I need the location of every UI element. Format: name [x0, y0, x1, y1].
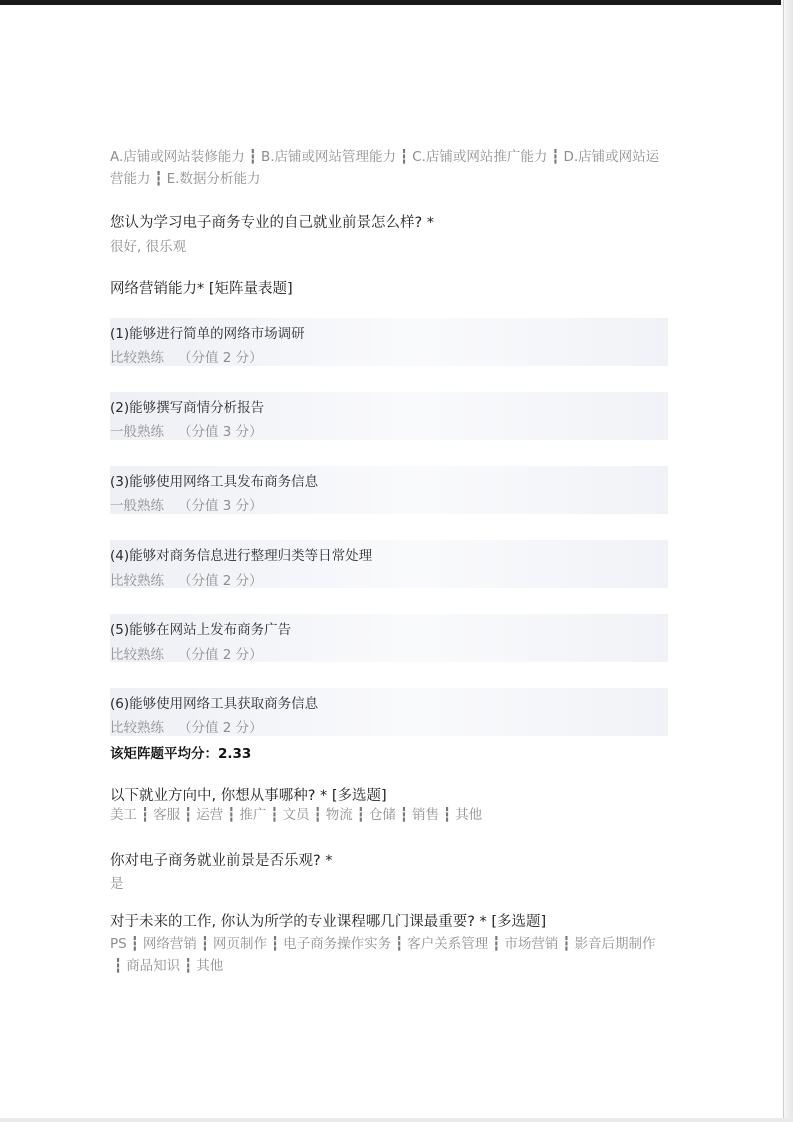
matrix-item-answer: 比较熟练 （分值 2 分）	[110, 350, 263, 366]
option-separator: ┇	[400, 149, 409, 165]
scan-edge-right-line	[783, 0, 784, 1122]
q3-option: 运营	[196, 807, 224, 823]
q3-question: 以下就业方向中, 你想从事哪种? * [多选题]	[110, 788, 387, 804]
q5-question: 对于未来的工作, 你认为所学的专业课程哪几门课最重要? * [多选题]	[110, 914, 547, 930]
option-separator: ┇	[184, 807, 193, 823]
q3-option: 客服	[153, 807, 181, 823]
q5-option: 商品知识	[126, 958, 181, 974]
q5-option: 网络营销	[142, 936, 197, 952]
q5-option: 电子商务操作实务	[283, 936, 392, 952]
q5-option: 影音后期制作	[574, 936, 656, 952]
option-separator: ┇	[141, 807, 150, 823]
matrix-item-answer: 一般熟练 （分值 3 分）	[110, 424, 263, 440]
matrix-item-answer: 比较熟练 （分值 2 分）	[110, 720, 263, 736]
option-separator: ┇	[248, 149, 257, 165]
option-separator: ┇	[227, 807, 236, 823]
q5-option: PS	[110, 936, 127, 952]
q3-option: 仓储	[368, 807, 396, 823]
option-separator: ┇	[551, 149, 560, 165]
option-separator: ┇	[130, 936, 139, 952]
q1-question: 您认为学习电子商务专业的自己就业前景怎么样? *	[110, 215, 435, 231]
matrix-item-label: (2)能够撰写商情分析报告	[110, 400, 265, 416]
matrix-item-label: (4)能够对商务信息进行整理归类等日常处理	[110, 548, 373, 564]
q1-answer: 很好, 很乐观	[110, 239, 187, 255]
option-separator: ┇	[395, 936, 404, 952]
q5-option: 市场营销	[504, 936, 559, 952]
option-separator: ┇	[271, 936, 280, 952]
q0-option: E.数据分析能力	[166, 171, 261, 187]
q4-question: 你对电子商务就业前景是否乐观? *	[110, 853, 333, 869]
q5-option: 其他	[196, 958, 224, 974]
option-separator: ┇	[356, 807, 365, 823]
scan-edge-bottom	[0, 1118, 793, 1122]
option-separator: ┇	[270, 807, 279, 823]
matrix-item-label: (3)能够使用网络工具发布商务信息	[110, 474, 319, 490]
q3-option: 文员	[282, 807, 310, 823]
matrix-item-label: (6)能够使用网络工具获取商务信息	[110, 696, 319, 712]
q3-option: 推广	[239, 807, 267, 823]
scan-edge-top	[0, 0, 793, 5]
q3-option: 销售	[411, 807, 439, 823]
matrix-average: 该矩阵题平均分：2.33	[110, 746, 252, 762]
option-separator: ┇	[313, 807, 322, 823]
matrix-item-label: (5)能够在网站上发布商务广告	[110, 622, 292, 638]
q0-option: D.店铺或网站运营能力	[110, 149, 660, 187]
q0-option: C.店铺或网站推广能力	[412, 149, 548, 165]
q0-options	[110, 146, 670, 190]
q4-answer: 是	[110, 876, 124, 892]
option-separator: ┇	[114, 958, 123, 974]
q3-options	[110, 804, 670, 826]
q5-options	[110, 933, 670, 977]
q5-option: 网页制作	[213, 936, 267, 952]
q0-option: B.店铺或网站管理能力	[260, 149, 396, 165]
option-separator: ┇	[184, 958, 193, 974]
option-separator: ┇	[562, 936, 571, 952]
matrix-item-label: (1)能够进行简单的网络市场调研	[110, 326, 305, 342]
matrix-item-answer: 一般熟练 （分值 3 分）	[110, 498, 263, 514]
option-separator: ┇	[442, 807, 452, 823]
option-separator: ┇	[154, 171, 163, 187]
q3-option: 物流	[325, 807, 353, 823]
option-separator: ┇	[200, 936, 209, 952]
q2-title: 网络营销能力* [矩阵量表题]	[110, 281, 293, 297]
q5-option: 客户关系管理	[407, 936, 489, 952]
q0-option: A.店铺或网站装修能力	[110, 149, 245, 165]
q3-option: 其他	[455, 807, 483, 823]
q3-option: 美工	[110, 807, 137, 823]
option-separator: ┇	[492, 936, 501, 952]
matrix-item-answer: 比较熟练 （分值 2 分）	[110, 647, 263, 663]
option-separator: ┇	[399, 807, 408, 823]
matrix-item-answer: 比较熟练 （分值 2 分）	[110, 573, 263, 589]
